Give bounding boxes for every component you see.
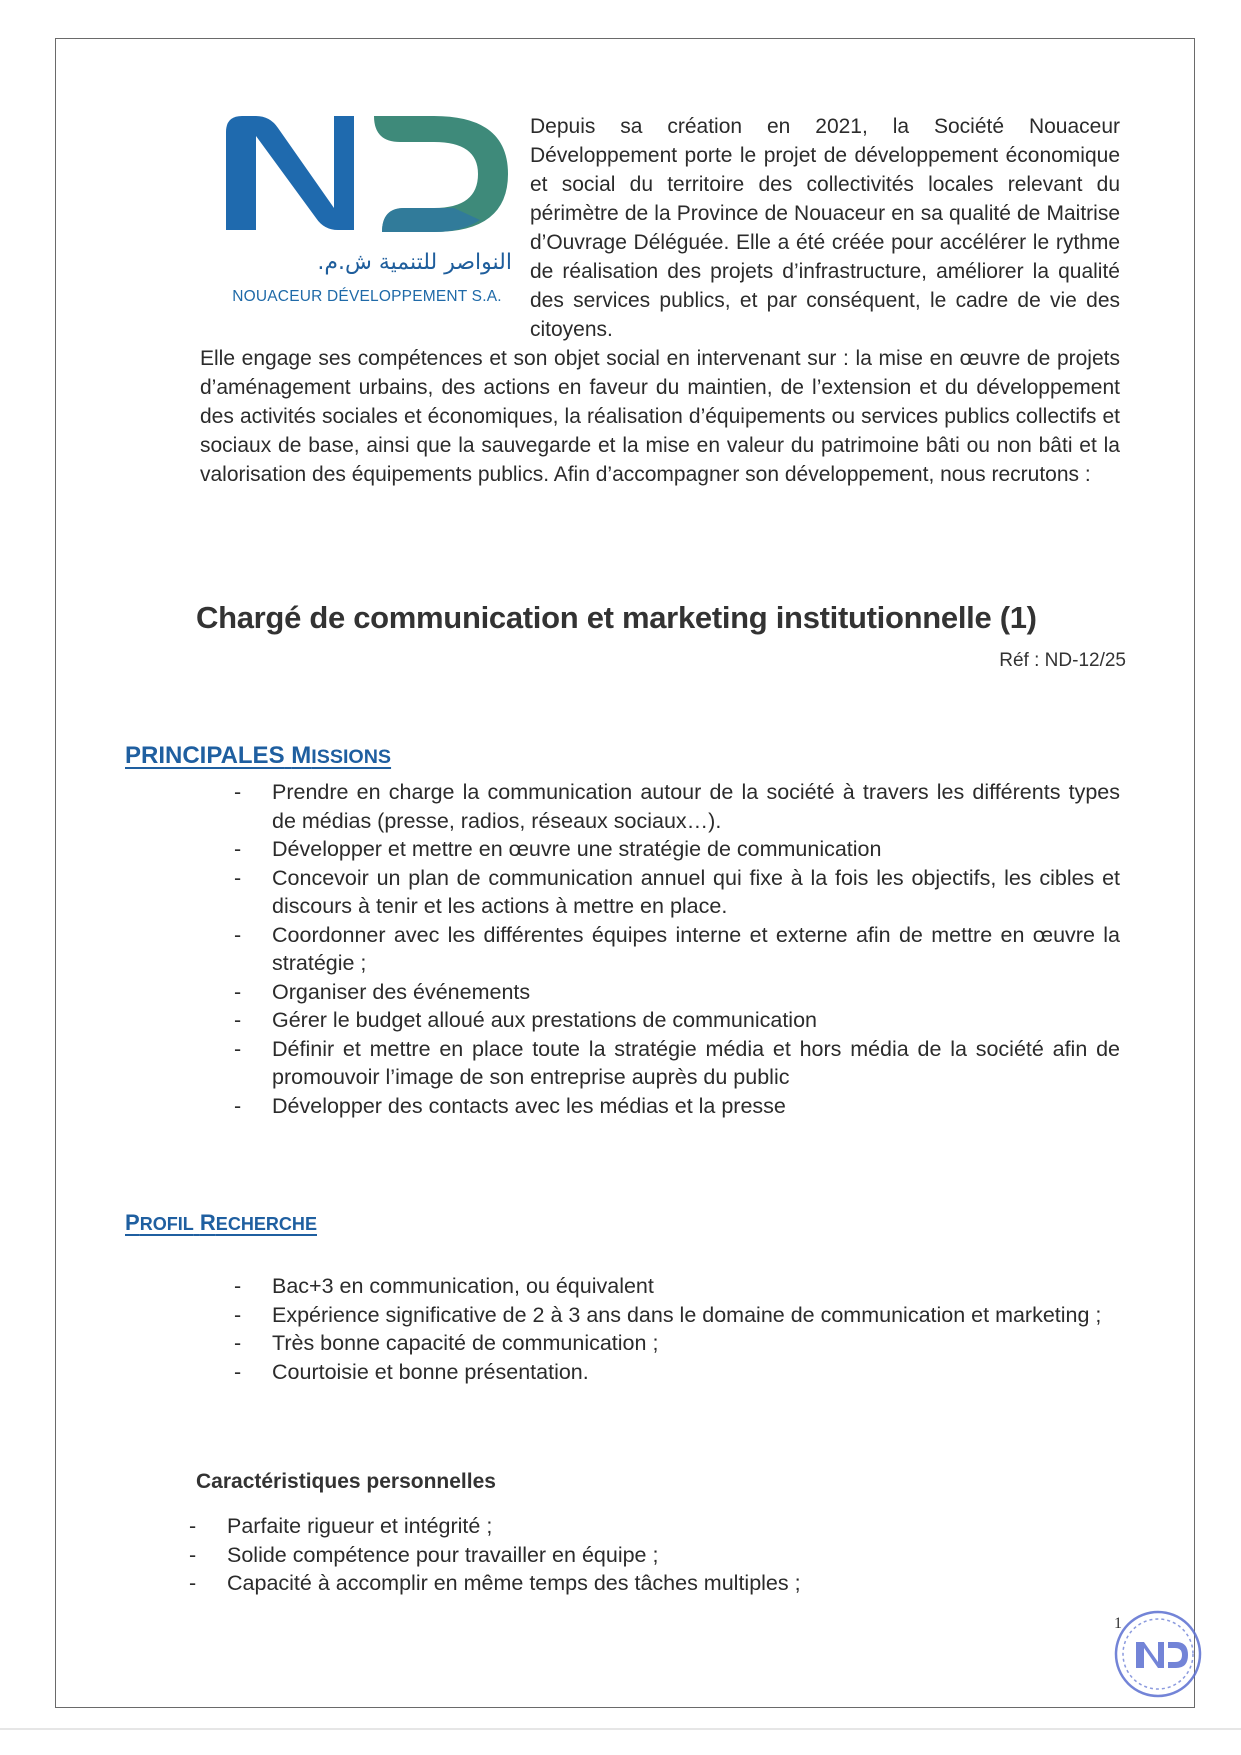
- list-item: - Bac+3 en communication, ou équivalent: [234, 1274, 654, 1298]
- list-item: - Prendre en charge la communication autour de la société à travers les différents types de médias (presse, radios, réseaux sociaux…).: [234, 780, 1120, 833]
- page-number: 1: [1114, 1615, 1122, 1632]
- list-item: - Concevoir un plan de communication annuel qui fixe à la fois les objectifs, les cibles et discours à tenir et les actions à mettre en place.: [234, 865, 1120, 918]
- list-item: - Organiser des événements: [234, 979, 531, 1004]
- logo-arabic-name: النواصر للتنمية ش.م.: [317, 250, 512, 275]
- list-item: - Capacité à accomplir en même temps des tâches multiples ;: [189, 1571, 801, 1595]
- company-stamp-icon: [1112, 1608, 1204, 1700]
- list-item: - Parfaite rigueur et intégrité ;: [189, 1514, 493, 1538]
- missions-list: [234, 778, 1120, 1120]
- list-item: - Développer et mettre en œuvre une stratégie de communication: [234, 837, 882, 861]
- list-item: - Expérience significative de 2 à 3 ans dans le domaine de communication et marketing ;: [234, 1302, 1102, 1327]
- list-item: - Définir et mettre en place toute la stratégie média et hors média de la société afin de promouvoir l’image de son entreprise auprès du public: [234, 1036, 1120, 1089]
- profil-list: [234, 1272, 1120, 1386]
- intro-text: [200, 112, 1120, 489]
- list-item: - Courtoisie et bonne présentation.: [234, 1359, 589, 1384]
- list-item: - Coordonner avec les différentes équipes interne et externe afin de mettre en œuvre la stratégie ;: [234, 922, 1120, 975]
- caracteristiques-list: [189, 1512, 1120, 1598]
- list-item: - Solide compétence pour travailler en équipe ;: [189, 1542, 659, 1567]
- caracteristiques-heading: Caractéristiques personnelles: [196, 1470, 496, 1493]
- scan-edge-line: [0, 1728, 1241, 1730]
- list-item: - Développer des contacts avec les médias et la presse: [234, 1093, 786, 1118]
- profil-heading: PROFIL RECHERCHE: [125, 1210, 317, 1235]
- job-title: Chargé de communication et marketing institutionnelle (1): [196, 600, 1037, 635]
- logo-company-name: NOUACEUR DÉVELOPPEMENT S.A.: [232, 288, 502, 305]
- missions-heading: PRINCIPALES MISSIONS: [125, 742, 392, 769]
- job-reference: Réf : ND-12/25: [999, 650, 1126, 671]
- intro-paragraph-2: Elle engage ses compétences et son objet social en intervenant sur : la mise en œuvre de projets d’aménagement urbains, des actions en faveur du maintien, de l’extension et du développement des activités sociales et économiques, la réalisation d’équipements ou services publics collectifs et sociaux de base, ainsi que la sauvegarde et la mise en valeur du patrimoine bâti ou non bâti et la valorisation des équipements publics. Afin d’accompagner son développement, nous recrutons :: [200, 347, 1120, 486]
- list-item: - Très bonne capacité de communication ;: [234, 1331, 659, 1355]
- intro-paragraph-1: Depuis sa création en 2021, la Société Nouaceur Développement porte le projet de développement économique et social du territoire des collectivités locales relevant du périmètre de la Province de Nouaceur en sa qualité de Maitrise d’Ouvrage Déléguée. Elle a été créée pour accélérer le rythme de réalisation des projets d’infrastructure, améliorer la qualité des services publics, et par conséquent, le cadre de vie des citoyens.: [530, 115, 1120, 341]
- list-item: - Gérer le budget alloué aux prestations de communication: [234, 1008, 817, 1032]
